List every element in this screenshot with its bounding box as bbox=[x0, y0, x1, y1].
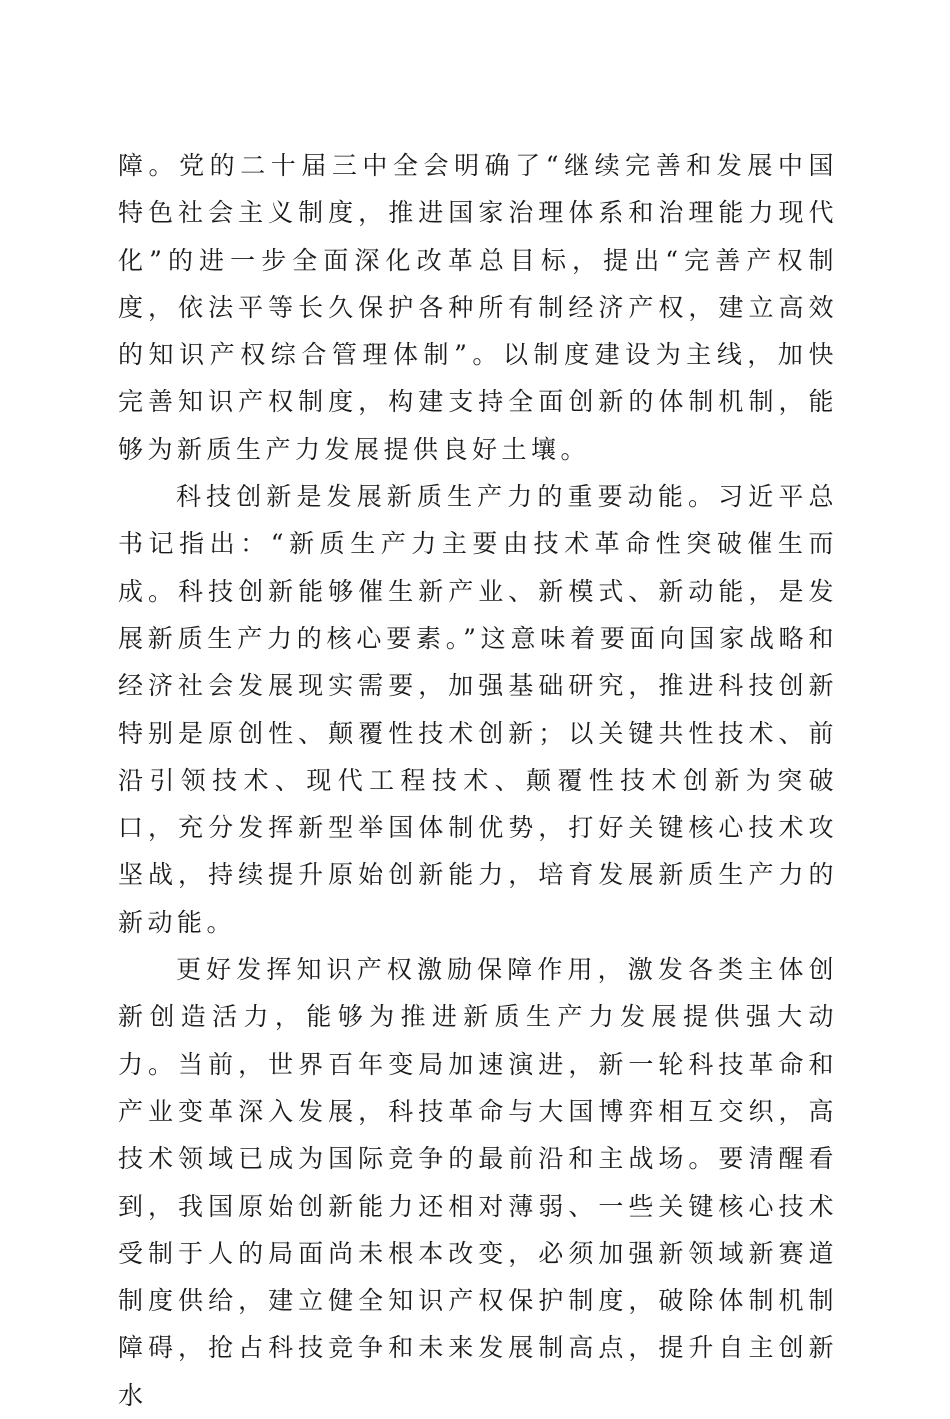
paragraph-1: 障。党的二十届三中全会明确了“继续完善和发展中国特色社会主义制度，推进国家治理体系和治理能力现代化”的进一步全面深化改革总目标，提出“完善产权制度，依法平等长久保护各种所有制经济产权，建立高效的知识产权综合管理体制”。以制度建设为主线，加快完善知识产权制度，构建支持全面创新的体制机制，能够为新质生产力发展提供良好土壤。 bbox=[118, 151, 838, 464]
paragraph-2: 科技创新是发展新质生产力的重要动能。习近平总书记指出：“新质生产力主要由技术革命性突破催生而成。科技创新能够催生新产业、新模式、新动能，是发展新质生产力的核心要素。”这意味着要面向国家战略和经济社会发展现实需要，加强基础研究，推进科技创新特别是原创性、颠覆性技术创新；以关键共性技术、前沿引领技术、现代工程技术、颠覆性技术创新为突破口，充分发挥新型举国体制优势，打好关键核心技术攻坚战，持续提升原始创新能力，培育发展新质生产力的新动能。 bbox=[118, 482, 838, 937]
paragraph-3: 更好发挥知识产权激励保障作用，激发各类主体创新创造活力，能够为推进新质生产力发展提供强大动力。当前，世界百年变局加速演进，新一轮科技革命和产业变革深入发展，科技革命与大国博弈相互交织，高技术领域已成为国际竞争的最前沿和主战场。要清醒看到，我国原始创新能力还相对薄弱、一些关键核心技术受制于人的局面尚未根本改变，必须加强新领域新赛道制度供给，建立健全知识产权保护制度，破除体制机制障碍，抢占科技竞争和未来发展制高点，提升自主创新水 bbox=[118, 955, 838, 1410]
document-body bbox=[118, 142, 838, 1419]
